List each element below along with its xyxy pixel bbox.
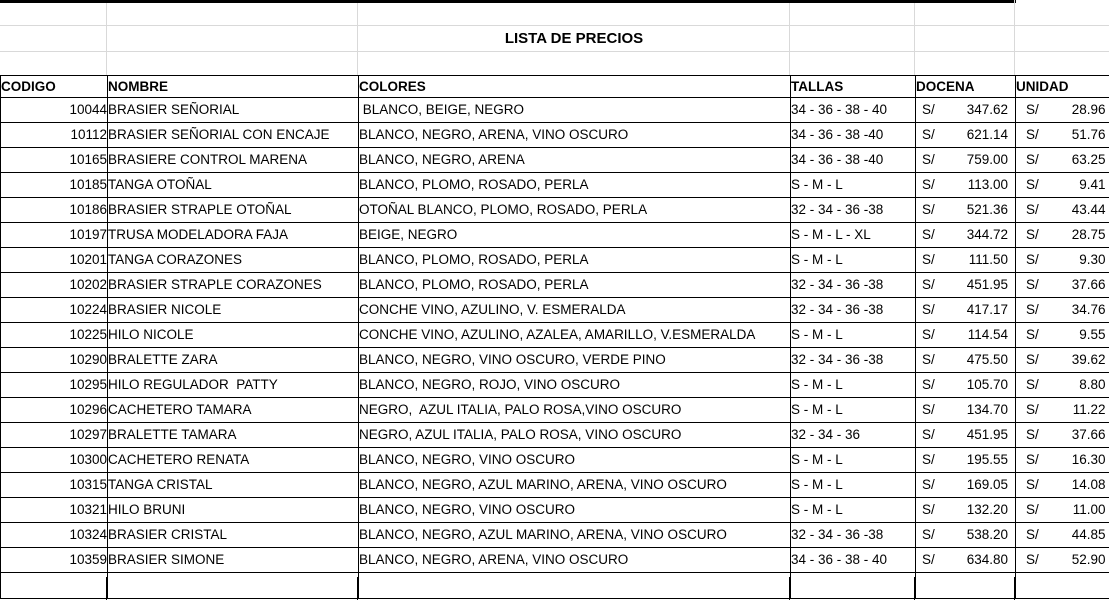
price-value: 475.50 [966,352,1008,367]
cell-nombre[interactable]: HILO NICOLE [108,323,359,348]
cell-colores[interactable]: NEGRO, AZUL ITALIA, PALO ROSA,VINO OSCURO [359,398,791,423]
table-row [1,373,1109,398]
column-header-tallas[interactable]: TALLAS [791,76,916,98]
cell-unidad[interactable] [1016,373,1109,398]
cell-tallas[interactable]: S - M - L [791,173,916,198]
price-value: 51.76 [1071,127,1106,142]
cell-docena[interactable] [916,423,1016,448]
table-row [1,173,1109,198]
empty-cell[interactable] [1016,573,1109,599]
price-value: 37.66 [1071,277,1106,292]
price-value: 451.95 [966,277,1008,292]
cell-colores[interactable]: BLANCO, NEGRO, VINO OSCURO [359,498,791,523]
cell-unidad[interactable] [1016,423,1109,448]
currency-symbol: S/ [922,452,935,467]
price-value: 11.00 [1072,502,1106,517]
table-row [1,548,1109,573]
cell-tallas[interactable]: 32 - 34 - 36 -38 [791,273,916,298]
cell-tallas[interactable]: 32 - 34 - 36 -38 [791,198,916,223]
cell-codigo[interactable]: 10202 [1,273,108,298]
table-row [1,348,1109,373]
currency-symbol: S/ [1026,277,1039,292]
cell-colores[interactable]: BLANCO, BEIGE, NEGRO [359,98,791,123]
cell-nombre[interactable]: CACHETERO RENATA [108,448,359,473]
cell-codigo[interactable]: 10359 [1,548,108,573]
currency-symbol: S/ [1026,477,1039,492]
cell-unidad[interactable] [1016,273,1109,298]
column-border-line [357,577,358,600]
table-row [1,323,1109,348]
price-value: 344.72 [966,227,1008,242]
cell-unidad[interactable] [1016,348,1109,373]
cell-nombre[interactable]: BRASIER STRAPLE CORAZONES [108,273,359,298]
empty-cell[interactable] [108,573,359,599]
cell-colores[interactable]: BLANCO, NEGRO, ARENA, VINO OSCURO [359,123,791,148]
price-value: 134.70 [966,402,1008,417]
currency-symbol: S/ [1026,527,1039,542]
price-value: 417.17 [966,302,1008,317]
cell-tallas[interactable]: 32 - 34 - 36 [791,423,916,448]
currency-symbol: S/ [922,402,935,417]
cell-codigo[interactable]: 10044 [1,98,108,123]
cell-nombre[interactable]: BRASIER NICOLE [108,298,359,323]
cell-unidad[interactable] [1016,498,1109,523]
price-value: 8.80 [1079,377,1106,392]
price-value: 113.00 [967,177,1008,192]
currency-symbol: S/ [922,152,935,167]
table-row [1,248,1109,273]
cell-colores[interactable]: BLANCO, NEGRO, ARENA [359,148,791,173]
empty-cell[interactable] [791,573,916,599]
currency-symbol: S/ [922,102,935,117]
cell-colores[interactable]: CONCHE VINO, AZULINO, V. ESMERALDA [359,298,791,323]
table-row [1,273,1109,298]
cell-docena[interactable] [916,198,1016,223]
price-value: 43.44 [1071,202,1106,217]
cell-unidad[interactable] [1016,123,1109,148]
cell-tallas[interactable]: S - M - L [791,323,916,348]
cell-codigo[interactable]: 10112 [1,123,108,148]
cell-colores[interactable]: BLANCO, NEGRO, VINO OSCURO, VERDE PINO [359,348,791,373]
cell-nombre[interactable]: BRASIERE CONTROL MARENA [108,148,359,173]
cell-nombre[interactable]: BRASIER CRISTAL [108,523,359,548]
cell-colores[interactable]: BLANCO, PLOMO, ROSADO, PERLA [359,248,791,273]
currency-symbol: S/ [922,252,935,267]
cell-nombre[interactable]: TANGA CRISTAL [108,473,359,498]
column-border-line [1014,577,1015,600]
cell-colores[interactable]: BLANCO, PLOMO, ROSADO, PERLA [359,273,791,298]
price-value: 34.76 [1071,302,1106,317]
price-value: 451.95 [966,427,1008,442]
cell-codigo[interactable]: 10295 [1,373,108,398]
cell-colores[interactable]: NEGRO, AZUL ITALIA, PALO ROSA, VINO OSCURO [359,423,791,448]
cell-colores[interactable]: BLANCO, NEGRO, ARENA, VINO OSCURO [359,548,791,573]
currency-symbol: S/ [1026,152,1039,167]
price-value: 16.30 [1071,452,1106,467]
cell-nombre[interactable]: TANGA OTOÑAL [108,173,359,198]
price-value: 9.41 [1079,177,1106,192]
table-row [1,498,1109,523]
currency-symbol: S/ [922,327,935,342]
cell-codigo[interactable]: 10197 [1,223,108,248]
currency-symbol: S/ [1026,102,1039,117]
currency-symbol: S/ [1026,427,1039,442]
cell-codigo[interactable]: 10186 [1,198,108,223]
cell-docena[interactable] [916,123,1016,148]
cell-codigo[interactable]: 10297 [1,423,108,448]
cell-nombre[interactable]: TANGA CORAZONES [108,248,359,273]
table-row [1,398,1109,423]
cell-nombre[interactable]: BRASIER SEÑORIAL [108,98,359,123]
currency-symbol: S/ [1026,327,1039,342]
price-value: 132.20 [966,502,1008,517]
cell-colores[interactable]: BLANCO, NEGRO, AZUL MARINO, ARENA, VINO OSCURO [359,523,791,548]
table-row [1,523,1109,548]
price-value: 14.08 [1071,477,1106,492]
cell-tallas[interactable]: S - M - L [791,398,916,423]
table-row [1,148,1109,173]
cell-docena[interactable] [916,523,1016,548]
cell-tallas[interactable]: S - M - L [791,373,916,398]
currency-symbol: S/ [1026,502,1039,517]
cell-colores[interactable]: BLANCO, NEGRO, AZUL MARINO, ARENA, VINO OSCURO [359,473,791,498]
currency-symbol: S/ [922,277,935,292]
cell-codigo[interactable]: 10324 [1,523,108,548]
cell-unidad[interactable] [1016,98,1109,123]
gridline [0,51,1109,52]
price-value: 39.62 [1071,352,1106,367]
table-row [1,223,1109,248]
empty-cell[interactable] [359,573,791,599]
currency-symbol: S/ [1026,177,1039,192]
cell-unidad[interactable] [1016,148,1109,173]
price-value: 11.22 [1072,402,1106,417]
page-title[interactable]: LISTA DE PRECIOS [504,30,644,47]
price-value: 28.96 [1071,102,1106,117]
currency-symbol: S/ [1026,352,1039,367]
table-row [1,448,1109,473]
currency-symbol: S/ [922,502,935,517]
currency-symbol: S/ [1026,227,1039,242]
empty-row [1,573,1109,599]
currency-symbol: S/ [922,427,935,442]
column-header-docena[interactable]: DOCENA [916,76,1016,98]
gridline [914,3,915,75]
price-value: 114.54 [967,327,1008,342]
column-header-nombre[interactable]: NOMBRE [108,76,359,98]
gridline [106,3,107,75]
price-value: 37.66 [1071,427,1106,442]
price-table [0,75,1109,599]
cell-unidad[interactable] [1016,398,1109,423]
currency-symbol: S/ [922,527,935,542]
cell-colores[interactable]: BLANCO, NEGRO, VINO OSCURO [359,448,791,473]
currency-symbol: S/ [922,552,935,567]
cell-docena[interactable] [916,323,1016,348]
price-value: 44.85 [1071,527,1106,542]
column-header-unidad[interactable]: UNIDAD [1016,76,1109,98]
column-header-codigo[interactable]: CODIGO [1,76,108,98]
currency-symbol: S/ [1026,302,1039,317]
price-value: 759.00 [966,152,1008,167]
table-row [1,198,1109,223]
cell-unidad[interactable] [1016,323,1109,348]
cell-docena[interactable] [916,98,1016,123]
price-value: 621.14 [966,127,1008,142]
cell-unidad[interactable] [1016,473,1109,498]
cell-nombre[interactable]: BRASIER SEÑORIAL CON ENCAJE [108,123,359,148]
cell-codigo[interactable]: 10201 [1,248,108,273]
price-value: 347.62 [966,102,1008,117]
cell-tallas[interactable]: S - M - L [791,498,916,523]
cell-unidad[interactable] [1016,198,1109,223]
cell-codigo[interactable]: 10296 [1,398,108,423]
cell-docena[interactable] [916,173,1016,198]
cell-tallas[interactable]: 32 - 34 - 36 -38 [791,523,916,548]
price-value: 105.70 [966,377,1008,392]
cell-tallas[interactable]: S - M - L [791,248,916,273]
cell-unidad[interactable] [1016,448,1109,473]
header-row [1,76,1109,98]
cell-docena[interactable] [916,398,1016,423]
cell-docena[interactable] [916,548,1016,573]
currency-symbol: S/ [1026,452,1039,467]
column-border-line [914,577,915,600]
cell-tallas[interactable]: S - M - L [791,473,916,498]
price-value: 538.20 [966,527,1008,542]
cell-unidad[interactable] [1016,223,1109,248]
cell-nombre[interactable]: BRALETTE TAMARA [108,423,359,448]
cell-docena[interactable] [916,223,1016,248]
currency-symbol: S/ [922,477,935,492]
cell-nombre[interactable]: BRALETTE ZARA [108,348,359,373]
cell-colores[interactable]: BLANCO, NEGRO, ROJO, VINO OSCURO [359,373,791,398]
cell-codigo[interactable]: 10321 [1,498,108,523]
table-row [1,98,1109,123]
currency-symbol: S/ [922,377,935,392]
cell-codigo[interactable]: 10225 [1,323,108,348]
price-value: 195.55 [966,452,1008,467]
cell-nombre[interactable]: HILO REGULADOR PATTY [108,373,359,398]
currency-symbol: S/ [1026,252,1039,267]
empty-cell[interactable] [916,573,1016,599]
cell-docena[interactable] [916,248,1016,273]
currency-symbol: S/ [922,352,935,367]
currency-symbol: S/ [922,177,935,192]
currency-symbol: S/ [1026,377,1039,392]
column-border-line [789,577,790,600]
gridline [1014,0,1015,75]
cell-nombre[interactable]: BRASIER STRAPLE OTOÑAL [108,198,359,223]
cell-colores[interactable]: BEIGE, NEGRO [359,223,791,248]
cell-docena[interactable] [916,473,1016,498]
cell-tallas[interactable]: 34 - 36 - 38 - 40 [791,98,916,123]
column-header-colores[interactable]: COLORES [359,76,791,98]
currency-symbol: S/ [922,127,935,142]
cell-unidad[interactable] [1016,523,1109,548]
top-border-line [0,0,1016,3]
cell-colores[interactable]: CONCHE VINO, AZULINO, AZALEA, AMARILLO, V.ESMERALDA [359,323,791,348]
cell-nombre[interactable]: CACHETERO TAMARA [108,398,359,423]
cell-unidad[interactable] [1016,298,1109,323]
table-row [1,123,1109,148]
cell-tallas[interactable]: S - M - L - XL [791,223,916,248]
cell-docena[interactable] [916,448,1016,473]
cell-codigo[interactable]: 10300 [1,448,108,473]
cell-tallas[interactable]: 32 - 34 - 36 -38 [791,298,916,323]
cell-docena[interactable] [916,498,1016,523]
cell-tallas[interactable]: S - M - L [791,448,916,473]
cell-nombre[interactable]: TRUSA MODELADORA FAJA [108,223,359,248]
currency-symbol: S/ [922,227,935,242]
cell-codigo[interactable]: 10165 [1,148,108,173]
currency-symbol: S/ [922,202,935,217]
cell-colores[interactable]: BLANCO, PLOMO, ROSADO, PERLA [359,173,791,198]
table-row [1,298,1109,323]
cell-docena[interactable] [916,148,1016,173]
cell-tallas[interactable]: 32 - 34 - 36 -38 [791,348,916,373]
cell-codigo[interactable]: 10315 [1,473,108,498]
cell-docena[interactable] [916,298,1016,323]
cell-codigo[interactable]: 10290 [1,348,108,373]
cell-nombre[interactable]: HILO BRUNI [108,498,359,523]
table-row [1,473,1109,498]
price-value: 9.55 [1079,327,1106,342]
table-row [1,423,1109,448]
price-value: 169.05 [966,477,1008,492]
cell-docena[interactable] [916,373,1016,398]
cell-codigo[interactable]: 10185 [1,173,108,198]
price-value: 111.50 [968,252,1008,267]
cell-docena[interactable] [916,273,1016,298]
price-value: 28.75 [1071,227,1106,242]
cell-tallas[interactable]: 34 - 36 - 38 -40 [791,123,916,148]
cell-nombre[interactable]: BRASIER SIMONE [108,548,359,573]
cell-tallas[interactable]: 34 - 36 - 38 - 40 [791,548,916,573]
cell-codigo[interactable]: 10224 [1,298,108,323]
empty-cell[interactable] [1,573,108,599]
cell-unidad[interactable] [1016,548,1109,573]
price-value: 634.80 [966,552,1008,567]
currency-symbol: S/ [1026,402,1039,417]
cell-colores[interactable]: OTOÑAL BLANCO, PLOMO, ROSADO, PERLA [359,198,791,223]
cell-unidad[interactable] [1016,173,1109,198]
price-value: 9.30 [1079,252,1106,267]
column-border-line [106,577,107,600]
cell-docena[interactable] [916,348,1016,373]
price-value: 52.90 [1071,552,1106,567]
price-value: 521.36 [966,202,1008,217]
currency-symbol: S/ [1026,127,1039,142]
price-value: 63.25 [1071,152,1106,167]
currency-symbol: S/ [1026,202,1039,217]
cell-tallas[interactable]: 34 - 36 - 38 -40 [791,148,916,173]
currency-symbol: S/ [922,302,935,317]
currency-symbol: S/ [1026,552,1039,567]
cell-unidad[interactable] [1016,248,1109,273]
